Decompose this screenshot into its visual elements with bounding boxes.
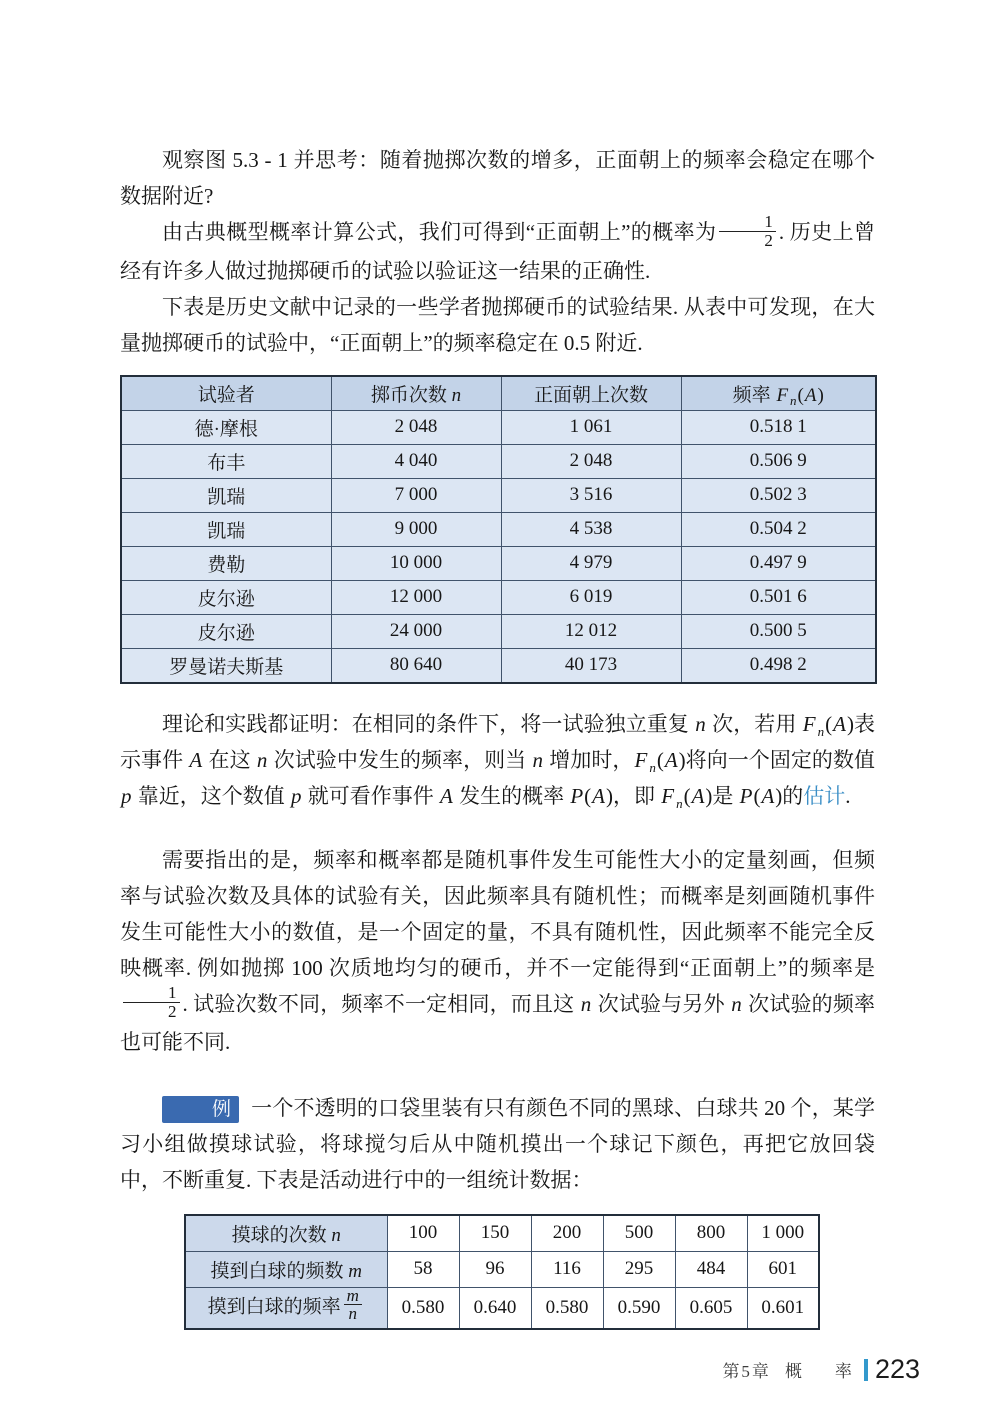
table-row [121, 444, 876, 478]
table-row [185, 1215, 819, 1251]
example-badge: 例 [162, 1096, 239, 1123]
cell-experimenter: 罗曼诺夫斯基 [121, 648, 331, 683]
cell-frequency: 0.518 1 [681, 410, 876, 444]
table-row [185, 1251, 819, 1287]
cell-value: 0.605 [675, 1287, 747, 1329]
cell-value: 800 [675, 1215, 747, 1251]
page-footer [120, 1354, 920, 1385]
table-row [121, 580, 876, 614]
cell-frequency: 0.504 2 [681, 512, 876, 546]
cell-value: 58 [387, 1251, 459, 1287]
cell-value: 0.590 [603, 1287, 675, 1329]
cell-experimenter: 费勒 [121, 546, 331, 580]
paragraph-observe-question: 观察图 5.3 - 1 并思考：随着抛掷次数的增多，正面朝上的频率会稳定在哪个数据附近? [120, 148, 875, 208]
cell-value: 0.580 [531, 1287, 603, 1329]
cell-value: 601 [747, 1251, 819, 1287]
paragraph-classical-probability: 由古典概型概率计算公式，我们可得到“正面朝上”的概率为 $\frac{1}{2}$ . 历史上曾经有许多人做过抛掷硬币的试验以验证这一结果的正确性. [120, 211, 876, 283]
cell-toss-count: 24 000 [331, 614, 501, 648]
cell-value: 116 [531, 1251, 603, 1287]
cell-experimenter: 布丰 [121, 444, 331, 478]
cell-value: 100 [387, 1215, 459, 1251]
example-block [120, 1090, 875, 1198]
cell-experimenter: 德·摩根 [121, 410, 331, 444]
paragraph-frequency-vs-probability: 需要指出的是，频率和概率都是随机事件发生可能性大小的定量刻画，但频率与试验次数及具体的试验有关，因此频率具有随机性；而概率是刻画随机事件发生可能性大小的数值，是一个固定的量，不具有随机性，因此频率不能完全反映概率. 例如抛掷 100 次质地均匀的硬币，并不一定能得到“正面朝上”的频率是 $\frac{1}{2}$ . 试验次数不同，频率不一定相同，而且这 n 次试验与另外 n 次试验的频率也可能不同. [120, 847, 876, 1055]
cell-value: 500 [603, 1215, 675, 1251]
cell-value: 484 [675, 1251, 747, 1287]
cell-toss-count: 10 000 [331, 546, 501, 580]
example-text: 一个不透明的口袋里装有只有颜色不同的黑球、白球共 20 个，某学习小组做摸球试验，将球搅匀后从中随机摸出一个球记下颜色，再把它放回袋中，不断重复. 下表是活动进行中的一组统计数据： [120, 1096, 875, 1193]
table-row [121, 546, 876, 580]
cell-value: 150 [459, 1215, 531, 1251]
paragraph-theory-estimate: 理论和实践都证明：在相同的条件下，将一试验独立重复 n 次，若用 F $_n$(A)表示事件 A 在这 n 次试验中发生的频率，则当 n 增加时，F $_n$(A)将向一个固定的数值 p 靠近，这个数值 p 就可看作事件 A 发生的概率 P(A)，即 F $_n$(A)是 P(A)的估计. [120, 711, 876, 811]
cell-frequency: 0.502 3 [681, 478, 876, 512]
cell-value: 0.580 [387, 1287, 459, 1329]
table-row [121, 614, 876, 648]
cell-value: 0.640 [459, 1287, 531, 1329]
cell-toss-count: 12 000 [331, 580, 501, 614]
ball-drawing-stats-table [184, 1214, 820, 1330]
table1-header-frequency: 频率 F $_n$(A) [681, 376, 876, 411]
cell-value: 0.601 [747, 1287, 819, 1329]
cell-heads-count: 3 516 [501, 478, 681, 512]
cell-experimenter: 凯瑞 [121, 512, 331, 546]
cell-frequency: 0.500 5 [681, 614, 876, 648]
table-row [121, 648, 876, 683]
cell-value: 295 [603, 1251, 675, 1287]
cell-toss-count: 9 000 [331, 512, 501, 546]
cell-heads-count: 40 173 [501, 648, 681, 683]
cell-frequency: 0.506 9 [681, 444, 876, 478]
table1-header-toss-count: 掷币次数 n [331, 376, 501, 411]
cell-heads-count: 2 048 [501, 444, 681, 478]
table1-header-row [121, 376, 876, 411]
cell-heads-count: 12 012 [501, 614, 681, 648]
cell-toss-count: 4 040 [331, 444, 501, 478]
section-label: 概 率 [784, 1362, 860, 1382]
table-row [121, 410, 876, 444]
table-row [121, 478, 876, 512]
row-label-white-count: 摸到白球的频数 m [185, 1251, 387, 1287]
cell-heads-count: 4 538 [501, 512, 681, 546]
cell-heads-count: 1 061 [501, 410, 681, 444]
table1-header-heads-count: 正面朝上次数 [501, 376, 681, 411]
row-label-draw-count: 摸球的次数 n [185, 1215, 387, 1251]
table1-header-experimenter: 试验者 [121, 376, 331, 411]
cell-toss-count: 80 640 [331, 648, 501, 683]
cell-frequency: 0.497 9 [681, 546, 876, 580]
paragraph-table-intro: 下表是历史文献中记录的一些学者抛掷硬币的试验结果. 从表中可发现，在大量抛掷硬币的试验中，“正面朝上”的频率稳定在 0.5 附近. [120, 294, 875, 355]
row-label-white-frequency: 摸到白球的频率 $\frac{m}{n}$ [185, 1287, 387, 1329]
cell-value: 1 000 [747, 1215, 819, 1251]
cell-toss-count: 2 048 [331, 410, 501, 444]
cell-heads-count: 4 979 [501, 546, 681, 580]
cell-experimenter: 皮尔逊 [121, 580, 331, 614]
chapter-label: 第5章 [722, 1362, 771, 1382]
footer-divider-bar [864, 1359, 868, 1381]
cell-heads-count: 6 019 [501, 580, 681, 614]
cell-value: 200 [531, 1215, 603, 1251]
cell-experimenter: 皮尔逊 [121, 614, 331, 648]
page-number: 223 [874, 1354, 920, 1385]
cell-toss-count: 7 000 [331, 478, 501, 512]
cell-experimenter: 凯瑞 [121, 478, 331, 512]
cell-frequency: 0.501 6 [681, 580, 876, 614]
coin-toss-results-table [120, 375, 877, 684]
cell-value: 96 [459, 1251, 531, 1287]
table-row [121, 512, 876, 546]
cell-frequency: 0.498 2 [681, 648, 876, 683]
table-row [185, 1287, 819, 1329]
